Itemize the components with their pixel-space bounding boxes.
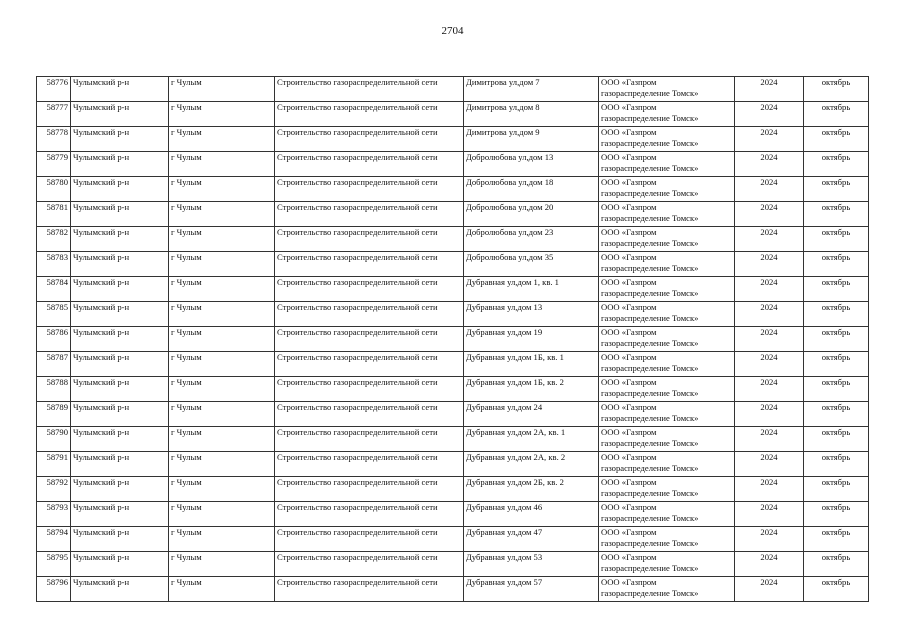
month-cell: октябрь	[804, 127, 869, 152]
work-type-cell: Строительство газораспределительной сети	[275, 127, 464, 152]
work-type-cell: Строительство газораспределительной сети	[275, 202, 464, 227]
year-cell: 2024	[735, 527, 804, 552]
work-type-cell: Строительство газораспределительной сети	[275, 327, 464, 352]
organization-line-2: газораспределение Томск»	[601, 138, 699, 148]
year-cell: 2024	[735, 127, 804, 152]
locality-cell: г Чулым	[169, 327, 275, 352]
locality-cell: г Чулым	[169, 77, 275, 102]
row-number: 58784	[37, 277, 71, 302]
table-row	[37, 152, 869, 177]
organization-line-1: ООО «Газпром	[601, 427, 657, 437]
year-cell: 2024	[735, 202, 804, 227]
work-type-cell: Строительство газораспределительной сети	[275, 402, 464, 427]
organization-line-1: ООО «Газпром	[601, 227, 657, 237]
district-cell: Чулымский р-н	[71, 102, 169, 127]
row-number: 58781	[37, 202, 71, 227]
organization-cell	[599, 127, 735, 152]
locality-cell: г Чулым	[169, 352, 275, 377]
row-number: 58789	[37, 402, 71, 427]
address-cell: Дубравная ул,дом 2А, кв. 1	[464, 427, 599, 452]
address-cell: Дубравная ул,дом 46	[464, 502, 599, 527]
district-cell: Чулымский р-н	[71, 452, 169, 477]
work-type-cell: Строительство газораспределительной сети	[275, 177, 464, 202]
work-type-cell: Строительство газораспределительной сети	[275, 552, 464, 577]
address-cell: Дубравная ул,дом 19	[464, 327, 599, 352]
year-cell: 2024	[735, 252, 804, 277]
address-cell: Дубравная ул,дом 57	[464, 577, 599, 602]
month-cell: октябрь	[804, 152, 869, 177]
district-cell: Чулымский р-н	[71, 77, 169, 102]
organization-line-1: ООО «Газпром	[601, 152, 657, 162]
locality-cell: г Чулым	[169, 577, 275, 602]
page-number: 2704	[441, 25, 464, 37]
row-number: 58793	[37, 502, 71, 527]
work-type-cell: Строительство газораспределительной сети	[275, 152, 464, 177]
row-number: 58782	[37, 227, 71, 252]
organization-line-1: ООО «Газпром	[601, 252, 657, 262]
row-number: 58779	[37, 152, 71, 177]
table-row	[37, 302, 869, 327]
table-row	[37, 552, 869, 577]
table-row	[37, 477, 869, 502]
organization-line-1: ООО «Газпром	[601, 502, 657, 512]
organization-cell	[599, 77, 735, 102]
organization-cell	[599, 252, 735, 277]
table-row	[37, 227, 869, 252]
organization-cell	[599, 102, 735, 127]
table-row	[37, 252, 869, 277]
locality-cell: г Чулым	[169, 552, 275, 577]
month-cell: октябрь	[804, 177, 869, 202]
table-row	[37, 527, 869, 552]
organization-line-1: ООО «Газпром	[601, 377, 657, 387]
organization-line-1: ООО «Газпром	[601, 77, 657, 87]
locality-cell: г Чулым	[169, 102, 275, 127]
organization-cell	[599, 527, 735, 552]
row-number: 58777	[37, 102, 71, 127]
row-number: 58795	[37, 552, 71, 577]
organization-line-2: газораспределение Томск»	[601, 513, 699, 523]
month-cell: октябрь	[804, 377, 869, 402]
row-number: 58785	[37, 302, 71, 327]
address-cell: Добролюбова ул,дом 13	[464, 152, 599, 177]
locality-cell: г Чулым	[169, 402, 275, 427]
district-cell: Чулымский р-н	[71, 252, 169, 277]
month-cell: октябрь	[804, 552, 869, 577]
work-type-cell: Строительство газораспределительной сети	[275, 277, 464, 302]
row-number: 58792	[37, 477, 71, 502]
organization-cell	[599, 152, 735, 177]
work-type-cell: Строительство газораспределительной сети	[275, 477, 464, 502]
row-number: 58788	[37, 377, 71, 402]
table-row	[37, 352, 869, 377]
month-cell: октябрь	[804, 327, 869, 352]
district-cell: Чулымский р-н	[71, 152, 169, 177]
year-cell: 2024	[735, 177, 804, 202]
row-number: 58780	[37, 177, 71, 202]
organization-line-2: газораспределение Томск»	[601, 163, 699, 173]
district-cell: Чулымский р-н	[71, 377, 169, 402]
month-cell: октябрь	[804, 452, 869, 477]
work-type-cell: Строительство газораспределительной сети	[275, 252, 464, 277]
organization-line-2: газораспределение Томск»	[601, 288, 699, 298]
organization-line-2: газораспределение Томск»	[601, 238, 699, 248]
month-cell: октябрь	[804, 302, 869, 327]
address-cell: Дубравная ул,дом 1Б, кв. 2	[464, 377, 599, 402]
organization-line-2: газораспределение Томск»	[601, 488, 699, 498]
table-row	[37, 277, 869, 302]
organization-cell	[599, 477, 735, 502]
table-row	[37, 102, 869, 127]
locality-cell: г Чулым	[169, 377, 275, 402]
registry-rows	[37, 77, 869, 602]
district-cell: Чулымский р-н	[71, 477, 169, 502]
row-number: 58778	[37, 127, 71, 152]
address-cell: Дубравная ул,дом 47	[464, 527, 599, 552]
year-cell: 2024	[735, 577, 804, 602]
organization-line-1: ООО «Газпром	[601, 552, 657, 562]
organization-line-1: ООО «Газпром	[601, 127, 657, 137]
organization-line-2: газораспределение Томск»	[601, 338, 699, 348]
organization-line-1: ООО «Газпром	[601, 452, 657, 462]
district-cell: Чулымский р-н	[71, 352, 169, 377]
row-number: 58796	[37, 577, 71, 602]
organization-line-1: ООО «Газпром	[601, 402, 657, 412]
organization-cell	[599, 227, 735, 252]
locality-cell: г Чулым	[169, 177, 275, 202]
table-row	[37, 177, 869, 202]
organization-line-1: ООО «Газпром	[601, 277, 657, 287]
organization-line-1: ООО «Газпром	[601, 577, 657, 587]
organization-line-2: газораспределение Томск»	[601, 588, 699, 598]
work-type-cell: Строительство газораспределительной сети	[275, 352, 464, 377]
address-cell: Дубравная ул,дом 24	[464, 402, 599, 427]
organization-line-1: ООО «Газпром	[601, 327, 657, 337]
month-cell: октябрь	[804, 202, 869, 227]
district-cell: Чулымский р-н	[71, 577, 169, 602]
work-type-cell: Строительство газораспределительной сети	[275, 377, 464, 402]
locality-cell: г Чулым	[169, 252, 275, 277]
table-row	[37, 577, 869, 602]
organization-line-2: газораспределение Томск»	[601, 263, 699, 273]
address-cell: Дубравная ул,дом 2А, кв. 2	[464, 452, 599, 477]
year-cell: 2024	[735, 102, 804, 127]
organization-line-1: ООО «Газпром	[601, 527, 657, 537]
address-cell: Дубравная ул,дом 2Б, кв. 2	[464, 477, 599, 502]
work-type-cell: Строительство газораспределительной сети	[275, 577, 464, 602]
year-cell: 2024	[735, 427, 804, 452]
work-type-cell: Строительство газораспределительной сети	[275, 102, 464, 127]
work-type-cell: Строительство газораспределительной сети	[275, 502, 464, 527]
month-cell: октябрь	[804, 477, 869, 502]
month-cell: октябрь	[804, 252, 869, 277]
organization-line-2: газораспределение Томск»	[601, 213, 699, 223]
month-cell: октябрь	[804, 227, 869, 252]
district-cell: Чулымский р-н	[71, 127, 169, 152]
row-number: 58776	[37, 77, 71, 102]
district-cell: Чулымский р-н	[71, 277, 169, 302]
district-cell: Чулымский р-н	[71, 502, 169, 527]
organization-cell	[599, 302, 735, 327]
district-cell: Чулымский р-н	[71, 302, 169, 327]
month-cell: октябрь	[804, 77, 869, 102]
address-cell: Добролюбова ул,дом 20	[464, 202, 599, 227]
district-cell: Чулымский р-н	[71, 177, 169, 202]
locality-cell: г Чулым	[169, 502, 275, 527]
work-type-cell: Строительство газораспределительной сети	[275, 527, 464, 552]
locality-cell: г Чулым	[169, 427, 275, 452]
table-row	[37, 402, 869, 427]
year-cell: 2024	[735, 327, 804, 352]
organization-line-2: газораспределение Томск»	[601, 363, 699, 373]
organization-cell	[599, 552, 735, 577]
month-cell: октябрь	[804, 427, 869, 452]
district-cell: Чулымский р-н	[71, 227, 169, 252]
table-row	[37, 77, 869, 102]
locality-cell: г Чулым	[169, 202, 275, 227]
locality-cell: г Чулым	[169, 127, 275, 152]
year-cell: 2024	[735, 552, 804, 577]
year-cell: 2024	[735, 277, 804, 302]
row-number: 58783	[37, 252, 71, 277]
organization-cell	[599, 452, 735, 477]
district-cell: Чулымский р-н	[71, 202, 169, 227]
organization-cell	[599, 177, 735, 202]
organization-cell	[599, 327, 735, 352]
address-cell: Дубравная ул,дом 1, кв. 1	[464, 277, 599, 302]
month-cell: октябрь	[804, 527, 869, 552]
address-cell: Димитрова ул,дом 7	[464, 77, 599, 102]
district-cell: Чулымский р-н	[71, 552, 169, 577]
address-cell: Добролюбова ул,дом 18	[464, 177, 599, 202]
locality-cell: г Чулым	[169, 477, 275, 502]
row-number: 58786	[37, 327, 71, 352]
organization-cell	[599, 377, 735, 402]
organization-line-2: газораспределение Томск»	[601, 388, 699, 398]
organization-cell	[599, 502, 735, 527]
organization-line-1: ООО «Газпром	[601, 102, 657, 112]
district-cell: Чулымский р-н	[71, 527, 169, 552]
organization-cell	[599, 202, 735, 227]
organization-line-2: газораспределение Томск»	[601, 313, 699, 323]
organization-line-2: газораспределение Томск»	[601, 438, 699, 448]
row-number: 58794	[37, 527, 71, 552]
year-cell: 2024	[735, 502, 804, 527]
registry-table	[36, 76, 869, 602]
organization-line-2: газораспределение Томск»	[601, 463, 699, 473]
organization-line-1: ООО «Газпром	[601, 202, 657, 212]
month-cell: октябрь	[804, 277, 869, 302]
table-row	[37, 502, 869, 527]
work-type-cell: Строительство газораспределительной сети	[275, 427, 464, 452]
year-cell: 2024	[735, 302, 804, 327]
organization-line-2: газораспределение Томск»	[601, 413, 699, 423]
address-cell: Дубравная ул,дом 53	[464, 552, 599, 577]
work-type-cell: Строительство газораспределительной сети	[275, 302, 464, 327]
organization-line-1: ООО «Газпром	[601, 177, 657, 187]
organization-line-2: газораспределение Томск»	[601, 563, 699, 573]
table-row	[37, 427, 869, 452]
table-row	[37, 452, 869, 477]
year-cell: 2024	[735, 352, 804, 377]
month-cell: октябрь	[804, 102, 869, 127]
organization-cell	[599, 277, 735, 302]
locality-cell: г Чулым	[169, 227, 275, 252]
address-cell: Димитрова ул,дом 8	[464, 102, 599, 127]
organization-cell	[599, 427, 735, 452]
year-cell: 2024	[735, 227, 804, 252]
address-cell: Дубравная ул,дом 1Б, кв. 1	[464, 352, 599, 377]
organization-line-1: ООО «Газпром	[601, 477, 657, 487]
district-cell: Чулымский р-н	[71, 402, 169, 427]
month-cell: октябрь	[804, 352, 869, 377]
table-row	[37, 377, 869, 402]
organization-line-2: газораспределение Томск»	[601, 188, 699, 198]
district-cell: Чулымский р-н	[71, 327, 169, 352]
locality-cell: г Чулым	[169, 277, 275, 302]
year-cell: 2024	[735, 477, 804, 502]
table-row	[37, 327, 869, 352]
year-cell: 2024	[735, 452, 804, 477]
organization-line-1: ООО «Газпром	[601, 352, 657, 362]
locality-cell: г Чулым	[169, 302, 275, 327]
row-number: 58787	[37, 352, 71, 377]
year-cell: 2024	[735, 402, 804, 427]
organization-line-1: ООО «Газпром	[601, 302, 657, 312]
month-cell: октябрь	[804, 402, 869, 427]
address-cell: Димитрова ул,дом 9	[464, 127, 599, 152]
organization-cell	[599, 577, 735, 602]
work-type-cell: Строительство газораспределительной сети	[275, 227, 464, 252]
organization-cell	[599, 402, 735, 427]
year-cell: 2024	[735, 77, 804, 102]
table-row	[37, 202, 869, 227]
organization-line-2: газораспределение Томск»	[601, 538, 699, 548]
locality-cell: г Чулым	[169, 452, 275, 477]
month-cell: октябрь	[804, 577, 869, 602]
address-cell: Дубравная ул,дом 13	[464, 302, 599, 327]
district-cell: Чулымский р-н	[71, 427, 169, 452]
address-cell: Добролюбова ул,дом 23	[464, 227, 599, 252]
work-type-cell: Строительство газораспределительной сети	[275, 452, 464, 477]
locality-cell: г Чулым	[169, 527, 275, 552]
year-cell: 2024	[735, 152, 804, 177]
table-row	[37, 127, 869, 152]
organization-cell	[599, 352, 735, 377]
month-cell: октябрь	[804, 502, 869, 527]
locality-cell: г Чулым	[169, 152, 275, 177]
organization-line-2: газораспределение Томск»	[601, 113, 699, 123]
row-number: 58790	[37, 427, 71, 452]
row-number: 58791	[37, 452, 71, 477]
organization-line-2: газораспределение Томск»	[601, 88, 699, 98]
address-cell: Добролюбова ул,дом 35	[464, 252, 599, 277]
work-type-cell: Строительство газораспределительной сети	[275, 77, 464, 102]
year-cell: 2024	[735, 377, 804, 402]
